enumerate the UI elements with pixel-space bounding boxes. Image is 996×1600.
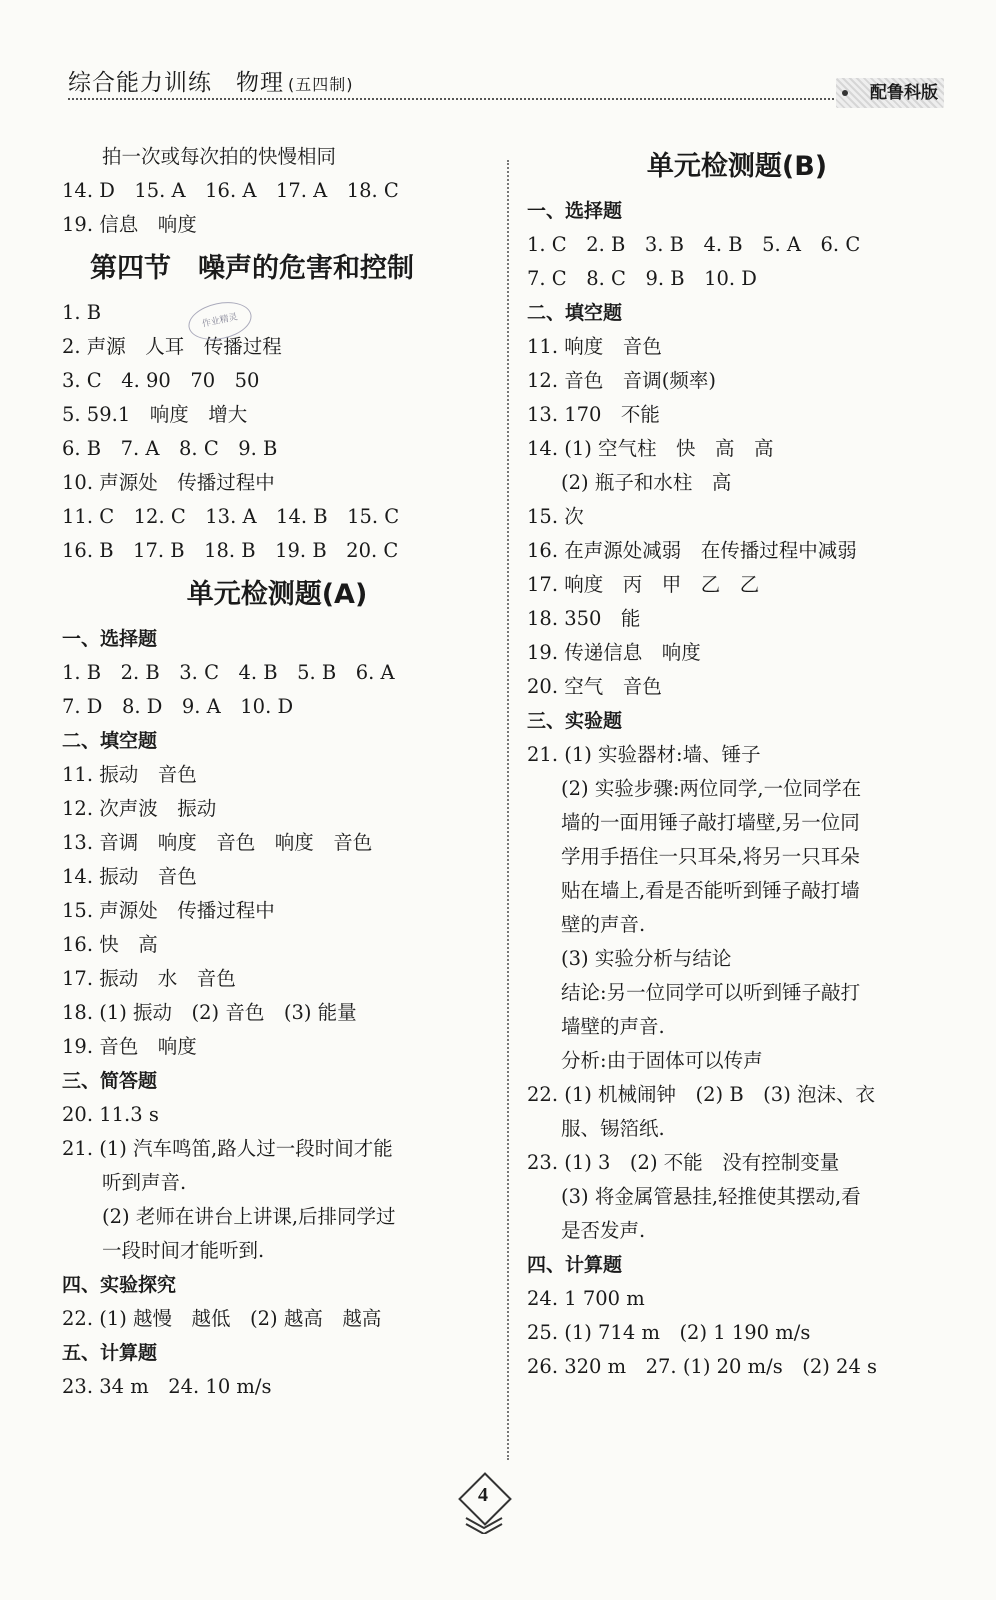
answer-line: 23. 34 m 24. 10 m/s [62,1375,272,1398]
book-subtitle: (五四制) [288,75,354,94]
answer-line: 13. 170 不能 [527,403,660,426]
answer-continuation: 服、锡箔纸. [561,1117,665,1140]
answer-continuation: (2) 实验步骤:两位同学,一位同学在 [561,777,862,800]
answer-line: 5. 59.1 响度 增大 [62,403,248,426]
book-title-text: 综合能力训练 物理 [68,70,284,96]
answer-line: 11. 响度 音色 [527,335,662,358]
page-number: 4 [478,1484,488,1506]
edition-badge-label: 配鲁科版 [870,83,938,103]
answer-line: 26. 320 m 27. (1) 20 m/s (2) 24 s [527,1355,878,1378]
question-type-heading: 二、填空题 [62,730,158,752]
section-heading: 第四节 噪声的危害和控制 [90,253,414,284]
answer-line: 14. (1) 空气柱 快 高 高 [527,437,774,460]
answer-continuation: 分析:由于固体可以传声 [561,1049,763,1072]
answer-line: 25. (1) 714 m (2) 1 190 m/s [527,1321,811,1344]
answer-line: 1. B 2. B 3. C 4. B 5. B 6. A [62,661,395,684]
answer-line: 24. 1 700 m [527,1287,645,1310]
question-type-heading: 四、计算题 [527,1254,623,1276]
answer-continuation: 贴在墙上,看是否能听到锤子敲打墙 [561,879,860,902]
answer-line: 2. 声源 人耳 传播过程 [62,335,282,358]
answer-line: 15. 声源处 传播过程中 [62,899,275,922]
answer-continuation: 听到声音. [102,1171,187,1194]
page-number-badge [456,1474,512,1530]
question-type-heading: 二、填空题 [527,302,623,324]
answer-line: 19. 音色 响度 [62,1035,197,1058]
answer-continuation: (3) 将金属管悬挂,轻推使其摆动,看 [561,1185,861,1208]
answer-line: 13. 音调 响度 音色 响度 音色 [62,831,373,854]
book-title [68,64,354,97]
question-type-heading: 一、选择题 [527,200,623,222]
answer-line: 1. C 2. B 3. B 4. B 5. A 6. C [527,233,861,256]
answer-line: 19. 传递信息 响度 [527,641,701,664]
answer-line: 18. 350 能 [527,607,641,630]
answer-line: 19. 信息 响度 [62,213,197,236]
answer-continuation: 结论:另一位同学可以听到锤子敲打 [561,981,861,1004]
section-heading: 单元检测题(B) [646,151,828,182]
answer-line: 21. (1) 实验器材:墙、锤子 [527,743,761,766]
stamp-seal-icon: 作业精灵 [185,297,255,346]
answer-line: 6. B 7. A 8. C 9. B [62,437,278,460]
answer-continuation: (2) 瓶子和水柱 高 [561,471,732,494]
right-column [527,140,947,1384]
answer-line: 14. 振动 音色 [62,865,197,888]
answer-line: 11. C 12. C 13. A 14. B 15. C [62,505,400,528]
answer-line: 20. 空气 音色 [527,675,662,698]
answer-continuation: (2) 老师在讲台上讲课,后排同学过 [102,1205,396,1228]
answer-line: 12. 音色 音调(频率) [527,369,716,392]
answer-line: 22. (1) 机械闹钟 (2) B (3) 泡沫、衣 [527,1083,876,1106]
page-header [68,60,948,110]
answer-line: 7. C 8. C 9. B 10. D [527,267,757,290]
answer-line: 22. (1) 越慢 越低 (2) 越高 越高 [62,1307,382,1330]
answer-continuation: 墙的一面用锤子敲打墙壁,另一位同 [561,811,860,834]
answer-line: 15. 次 [527,505,584,528]
answer-line: 11. 振动 音色 [62,763,197,786]
answer-line: 12. 次声波 振动 [62,797,217,820]
section-heading: 单元检测题(A) [186,579,368,610]
answer-continuation: (3) 实验分析与结论 [561,947,732,970]
header-dotted-rule [68,98,838,100]
answer-line: 17. 响度 丙 甲 乙 乙 [527,573,760,596]
answer-continuation: 拍一次或每次拍的快慢相同 [102,145,337,168]
answer-continuation: 墙壁的声音. [561,1015,665,1038]
question-type-heading: 四、实验探究 [62,1274,177,1296]
badge-dot-icon [842,90,848,96]
column-divider [507,160,509,1460]
edition-badge [836,78,944,108]
answer-continuation: 一段时间才能听到. [102,1239,265,1262]
answer-line: 23. (1) 3 (2) 不能 没有控制变量 [527,1151,840,1174]
answer-line: 10. 声源处 传播过程中 [62,471,275,494]
answer-line: 21. (1) 汽车鸣笛,路人过一段时间才能 [62,1137,393,1160]
answer-line: 16. 快 高 [62,933,158,956]
answer-continuation: 学用手捂住一只耳朵,将另一只耳朵 [561,845,860,868]
answer-continuation: 壁的声音. [561,913,646,936]
question-type-heading: 五、计算题 [62,1342,158,1364]
answer-line: 1. B [62,301,102,324]
question-type-heading: 一、选择题 [62,628,158,650]
chevron-down-icon [462,1516,506,1534]
answer-line: 7. D 8. D 9. A 10. D [62,695,294,718]
left-column [62,140,492,1404]
answer-continuation: 是否发声. [561,1219,646,1242]
question-type-heading: 三、实验题 [527,710,623,732]
answer-line: 14. D 15. A 16. A 17. A 18. C [62,179,399,202]
answer-line: 18. (1) 振动 (2) 音色 (3) 能量 [62,1001,357,1024]
answer-line: 16. B 17. B 18. B 19. B 20. C [62,539,399,562]
answer-line: 3. C 4. 90 70 50 [62,369,260,392]
question-type-heading: 三、简答题 [62,1070,158,1092]
answer-line: 17. 振动 水 音色 [62,967,236,990]
answer-line: 20. 11.3 s [62,1103,159,1126]
answer-line: 16. 在声源处减弱 在传播过程中减弱 [527,539,857,562]
